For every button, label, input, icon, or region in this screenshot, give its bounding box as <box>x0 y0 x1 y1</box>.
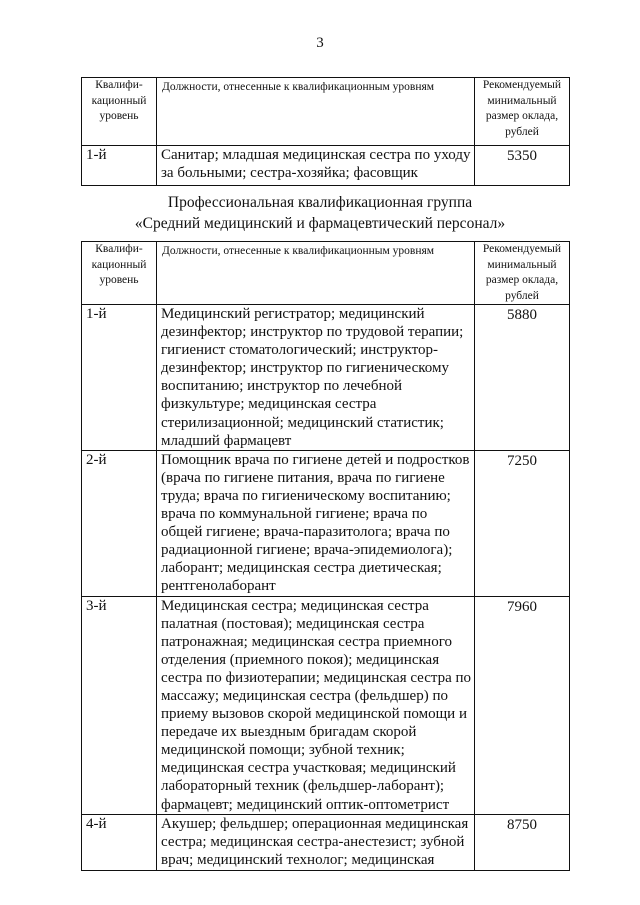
page-number: 3 <box>316 35 324 51</box>
header-level-cell <box>82 242 157 305</box>
header-salary-cell <box>475 242 570 305</box>
level-cell: 1-й <box>82 305 157 451</box>
group-title <box>0 192 640 234</box>
table-row <box>82 596 570 814</box>
header-positions-text: Должности, отнесенные к квалификационным уровням <box>162 245 435 257</box>
positions-cell <box>157 596 475 814</box>
salary-table-junior-staff <box>81 77 570 186</box>
header-positions-cell <box>157 78 475 146</box>
positions-text: Санитар; младшая медицинская сестра по уходу за больными; сестра-хозяйка; фасовщик <box>161 147 471 182</box>
positions-cell <box>157 305 475 451</box>
table-header-row <box>82 78 570 146</box>
table-header-row <box>82 242 570 305</box>
header-positions-text: Должности, отнесенные к квалификационным уровням <box>162 81 435 93</box>
level-cell: 3-й <box>82 596 157 814</box>
header-salary-text: Рекомендуемый минимальный размер оклада, рублей <box>482 79 562 138</box>
table-row <box>82 305 570 451</box>
group-title-line-2: «Средний медицинский и фармацевтический персонал» <box>134 215 506 232</box>
table-row <box>82 146 570 186</box>
header-level-cell <box>82 78 157 146</box>
salary-cell: 5350 <box>475 146 570 186</box>
salary-cell: 8750 <box>475 814 570 870</box>
salary-cell: 5880 <box>475 305 570 451</box>
level-cell: 2-й <box>82 450 157 596</box>
level-cell: 4-й <box>82 814 157 870</box>
positions-text: Медицинский регистратор; медицинский дезинфектор; инструктор по трудовой терапии; гигиенист стоматологический; инструктор- дезинфектор; инструктор по гигиеническому воспитанию; инструктор по лечебной физкультуре; медицинская сестра стерилизационной; медицинский статистик; младший фармацевт <box>161 306 464 449</box>
positions-cell <box>157 814 475 870</box>
salary-cell: 7960 <box>475 596 570 814</box>
level-cell: 1-й <box>82 146 157 186</box>
positions-text: Медицинская сестра; медицинская сестра палатная (постовая); медицинская сестра патронажная; медицинская сестра приемного отделения (приемного покоя); медицинская сестра по физиотерапии; медицинская сестра по массажу; медицинская сестра (фельдшер) по приему вызовов скорой медицинской помощи и передаче их выездным бригадам скорой медицинской помощи; зубной техник; медицинская сестра участковая; медицинский лабораторный техник (фельдшер-лаборант); фармацевт; медицинский оптик-оптометрист <box>161 597 472 813</box>
group-title-line-1: Профессиональная квалификационная группа <box>167 194 473 211</box>
positions-text: Помощник врача по гигиене детей и подростков (врача по гигиене питания, врача по гигиене труда; врача по гигиеническому воспитанию; врача по коммунальной гигиене; врача по общей гигиене; врача-паразитолога; врача по радиационной гигиене; врача-эпидемиолога); лаборант; медицинская сестра диетическая; рентгенолаборант <box>161 451 470 595</box>
header-level-text: Квалифи- кационный уровень <box>91 243 147 286</box>
header-salary-cell <box>475 78 570 146</box>
positions-cell <box>157 450 475 596</box>
salary-table-mid-level-staff <box>81 241 570 871</box>
header-positions-cell <box>157 242 475 305</box>
salary-cell: 7250 <box>475 450 570 596</box>
table-row <box>82 450 570 596</box>
positions-cell <box>157 146 475 186</box>
table-row <box>82 814 570 870</box>
header-level-text: Квалифи- кационный уровень <box>91 79 147 122</box>
header-salary-text: Рекомендуемый минимальный размер оклада, рублей <box>482 243 562 302</box>
positions-text: Акушер; фельдшер; операционная медицинская сестра; медицинская сестра-анестезист; зубной врач; медицинский технолог; медицинская <box>161 815 469 868</box>
